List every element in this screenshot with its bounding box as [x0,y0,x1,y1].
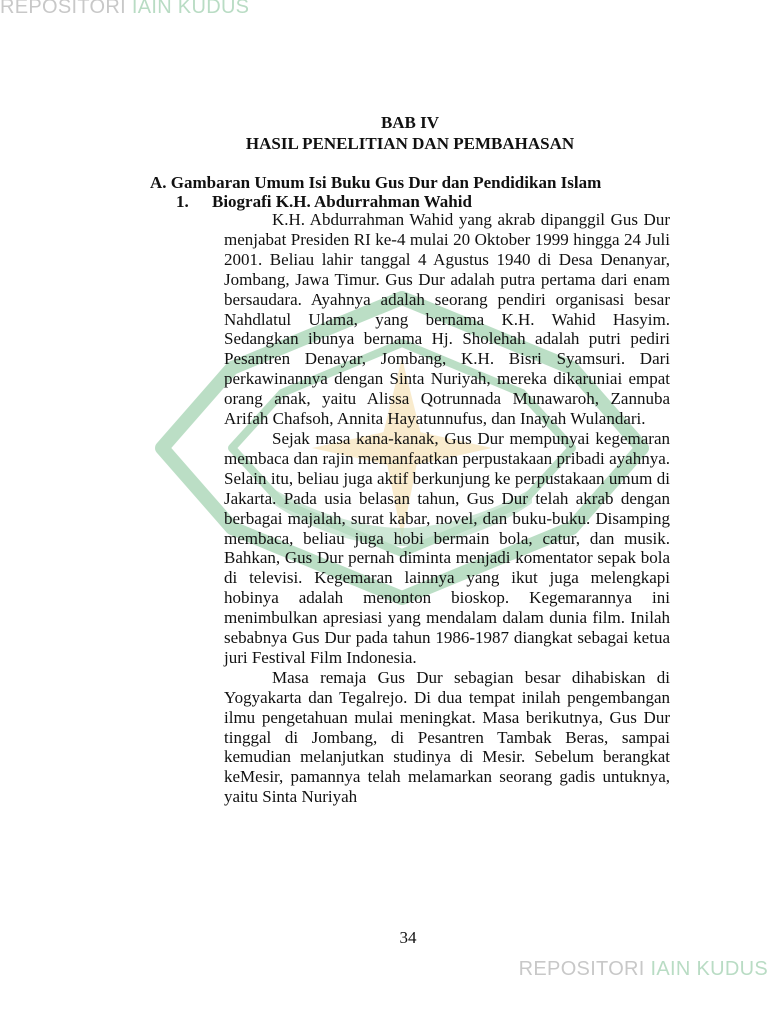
chapter-number: BAB IV [380,113,440,132]
page-number: 34 [399,928,417,947]
subsection-heading [176,191,472,212]
section-heading-a: A. Gambaran Umum Isi Buku Gus Dur dan Pendidikan Islam [150,173,602,192]
watermark-word-iain-kudus: IAIN KUDUS [650,958,768,980]
paragraph-1: K.H. Abdurrahman Wahid yang akrab dipanggil Gus Dur menjabat Presiden RI ke-4 mulai 20 Oktober 1999 hingga 24 Juli 2001. Beliau lahir tanggal 4 Agustus 1940 di Desa Denanyar, Jombang, Jawa Timur. Gus Dur adalah putra pertama dari enam bersaudara. Ayahnya adalah seorang pendiri organisasi besar Nahdlatul Ulama, yang bernama K.H. Wahid Hasyim. Sedangkan ibunya bernama Hj. Sholehah adalah putri pediri Pesantren Denayar, Jombang, K.H. Bisri Syamsuri. Dari perkawinannya dengan Sinta Nuriyah, mereka dikaruniai empat orang anak, yaitu Alissa Qotrunnada Munawaroh, Zannuba Arifah Chafsoh, Annita Hayatunnufus, dan Inayah Wulandari. [224,210,670,429]
repository-watermark-bottom [519,958,768,981]
chapter-title: HASIL PENELITIAN DAN PEMBAHASAN [245,134,575,153]
watermark-word-repositori: REPOSITORI [518,958,645,980]
subsection-number: 1. [176,192,189,211]
watermark-word-repositori: REPOSITORI [0,0,126,18]
body-text [224,210,670,807]
paragraph-2: Sejak masa kana-kanak, Gus Dur mempunyai kegemaran membaca dan rajin memanfaatkan perpustakaan pribadi ayahnya. Selain itu, beliau juga aktif berkunjung ke perpustakaan umum di Jakarta. Pada usia belasan tahun, Gus Dur telah akrab dengan berbagai majalah, surat kabar, novel, dan buku-buku. Disamping membaca, beliau juga hobi bermain bola, catur, dan musik. Bahkan, Gus Dur pernah diminta menjadi komentator sepak bola di televisi. Kegemaran lainnya yang ikut juga melengkapi hobinya adalah menonton bioskop. Kegemarannya ini menimbulkan apresiasi yang mendalam dalam dunia film. Inilah sebabnya Gus Dur pada tahun 1986-1987 diangkat sebagai ketua juri Festival Film Indonesia. [224,428,670,667]
subsection-title: Biografi K.H. Abdurrahman Wahid [212,192,472,211]
paragraph-3: Masa remaja Gus Dur sebagian besar dihabiskan di Yogyakarta dan Tegalrejo. Di dua tempat inilah pengembangan ilmu pengetahuan mulai meningkat. Masa berikutnya, Gus Dur tinggal di Jombang, di Pesantren Tambak Beras, sampai kemudian melanjutkan studinya di Mesir. Sebelum berangkat keMesir, pamannya telah melamarkan seorang gadis untuknya, yaitu Sinta Nuriyah [224,667,670,807]
repository-watermark-top [0,0,249,19]
watermark-word-iain-kudus: IAIN KUDUS [131,0,250,18]
